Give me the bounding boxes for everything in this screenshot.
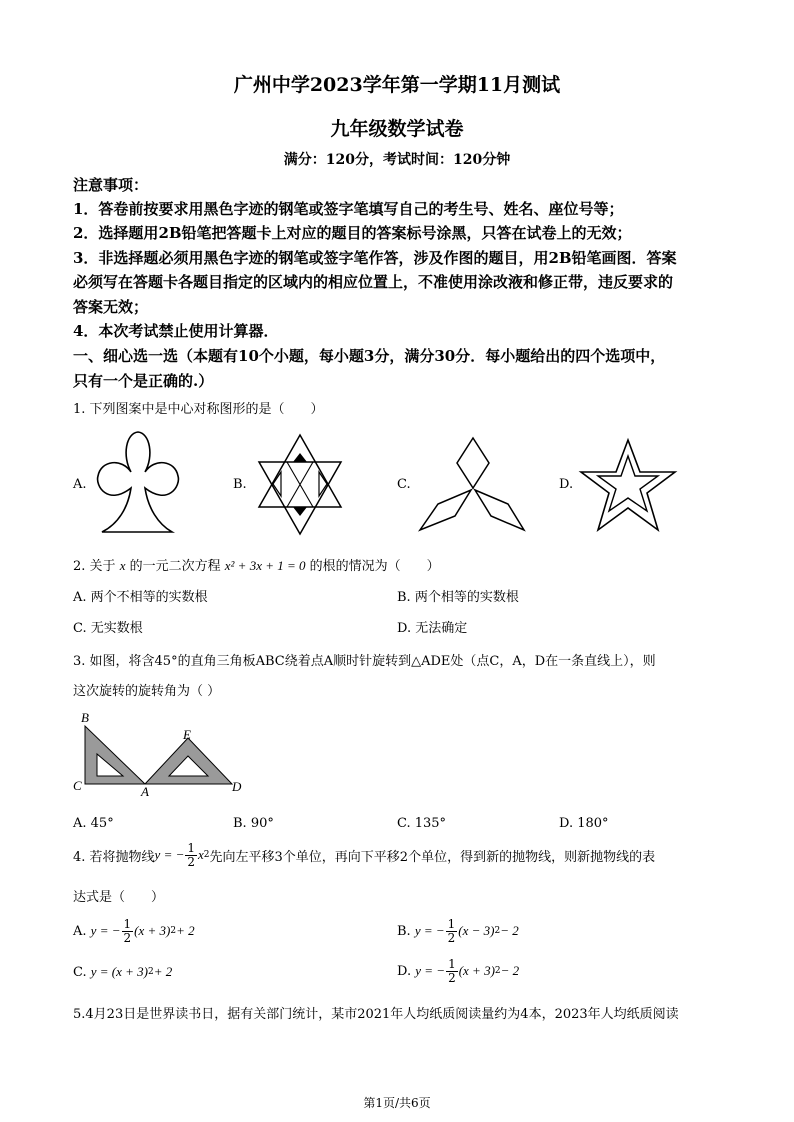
point-label-c: C: [73, 778, 82, 793]
q4-option-b-exponent: 2: [494, 926, 501, 937]
fraction-denominator: 2: [447, 930, 456, 945]
q3-option-a: A. 45°: [73, 816, 114, 831]
exam-subtitle: 九年级数学试卷: [330, 118, 464, 140]
q1-option-a: A.: [73, 477, 87, 492]
q5-stem-line1: 5.4月23日是世界读书日，据有关部门统计，某市2021年人均纸质阅读量约为4本，2023年人均纸质阅读: [73, 1007, 679, 1022]
note-3-line3: 答案无效；: [73, 298, 149, 316]
q2-variable: x: [119, 558, 126, 573]
q2-option-d: D. 无法确定: [397, 621, 468, 636]
q4-option-d-label: D.: [397, 963, 412, 979]
q4-stem-pre: 4. 若将抛物线: [73, 849, 155, 865]
section-1-line2: 只有一个是正确的.）: [73, 372, 214, 390]
q4-option-b-binomial: (x − 3): [458, 923, 495, 939]
note-3-line1: 3．非选择题必须用黑色字迹的钢笔或签字笔作答，涉及作图的题目，用2B铅笔画图．答案: [73, 249, 677, 267]
point-label-a: A: [141, 784, 149, 799]
point-label-e: E: [183, 727, 191, 742]
q2-option-a: A. 两个不相等的实数根: [73, 590, 208, 605]
q1-option-c: C.: [397, 477, 411, 492]
q4-stem-post: 先向左平移3个单位，再向下平移2个单位，得到新的抛物线，则新抛物线的表: [209, 849, 656, 865]
fraction-denominator: 2: [448, 970, 456, 985]
q4-option-c: [73, 964, 172, 980]
q4-option-a: [73, 918, 195, 944]
club-shape-icon: [90, 428, 185, 538]
fraction-numerator: 1: [123, 917, 132, 931]
fraction-numerator: 1: [187, 841, 196, 855]
note-4: 4．本次考试禁止使用计算器．: [73, 322, 279, 340]
q2-equation: x² + 3x + 1 = 0: [224, 558, 306, 573]
fraction-numerator: 1: [447, 917, 456, 931]
q1-stem: 1. 下列图案中是中心对称图形的是（ ）: [73, 402, 324, 417]
q4-option-d-prefix: y = −: [415, 963, 446, 979]
q4-option-a-binomial: (x + 3): [134, 923, 171, 939]
page-footer: 第1页/共6页: [363, 1096, 431, 1110]
q4-option-b-label: B.: [397, 923, 411, 939]
section-1-line1: 一、细心选一选（本题有10个小题，每小题3分，满分30分．每小题给出的四个选项中，: [73, 347, 666, 365]
q4-option-c-expression: y = (x + 3): [90, 964, 149, 979]
point-label-b: B: [81, 710, 89, 725]
note-3-line2: 必须写在答题卡各题目指定的区域内的相应位置上，不准使用涂改液和修正带，违反要求的: [73, 273, 674, 291]
q4-option-d-tail: − 2: [500, 963, 520, 979]
q4-fraction: [185, 842, 197, 868]
rotated-triangles-figure: [72, 708, 252, 803]
q4-exponent: 2: [203, 850, 210, 861]
star-of-david-icon: [253, 432, 348, 537]
q4-option-d-fraction: [446, 958, 458, 984]
note-1: 1．答卷前按要求用黑色字迹的钢笔或签字笔填写自己的考生号、姓名、座位号等；: [73, 200, 624, 218]
q1-option-d: D.: [559, 477, 574, 492]
q4-option-a-prefix: y = −: [90, 923, 121, 939]
q3-option-c: C. 135°: [397, 816, 447, 831]
q4-option-c-tail: + 2: [153, 964, 173, 979]
q2-stem-mid: 的一元二次方程: [129, 559, 221, 574]
q4-stem-line1: [73, 842, 655, 868]
q2-stem: [73, 555, 440, 574]
q4-option-a-exponent: 2: [170, 926, 177, 937]
q2-stem-pre: 2. 关于: [73, 559, 116, 574]
q4-y-eq: y = −: [154, 847, 185, 863]
q4-stem-line2: 达式是（ ）: [73, 890, 165, 905]
double-pentagram-icon: [578, 438, 678, 534]
q2-option-b: B. 两个相等的实数根: [397, 590, 519, 605]
q4-option-c-exponent: 2: [148, 967, 154, 977]
q3-stem-line1: 3. 如图，将含45°的直角三角板ABC绕着点A顺时针旋转到△ADE处（点C，A，D在一条直线上），则: [73, 654, 656, 669]
exam-meta: 满分：120分，考试时间：120分钟: [283, 152, 511, 168]
exam-title: 广州中学2023学年第一学期11月测试: [233, 74, 561, 96]
q4-option-b-fraction: [446, 918, 458, 944]
q4-option-a-tail: + 2: [176, 923, 195, 939]
fraction-numerator: 1: [448, 957, 456, 971]
q4-option-b: [397, 918, 519, 944]
fraction-denominator: 2: [123, 930, 132, 945]
q4-option-c-label: C.: [73, 964, 87, 980]
q4-option-a-label: A.: [73, 923, 87, 939]
note-2: 2．选择题用2B铅笔把答题卡上对应的题目的答案标号涂黑，只答在试卷上的无效；: [73, 224, 632, 242]
q3-option-b: B. 90°: [233, 816, 274, 831]
q4-option-d: [397, 958, 519, 984]
q3-stem-line2: 这次旋转的旋转角为（ ）: [73, 684, 221, 699]
notes-heading: 注意事项：: [73, 176, 149, 194]
q3-option-d: D. 180°: [559, 816, 609, 831]
fraction-denominator: 2: [187, 854, 196, 869]
point-label-d: D: [232, 779, 242, 794]
q4-option-b-tail: − 2: [500, 923, 519, 939]
q4-option-b-prefix: y = −: [414, 923, 445, 939]
q4-option-a-fraction: [122, 918, 134, 944]
q1-option-b: B.: [233, 477, 247, 492]
q4-x: x: [198, 847, 204, 863]
q2-stem-post: 的根的情况为（ ）: [309, 559, 440, 574]
q2-option-c: C. 无实数根: [73, 621, 143, 636]
q4-option-d-exponent: 2: [494, 966, 501, 977]
q4-option-d-binomial: (x + 3): [458, 963, 495, 979]
three-diamonds-icon: [418, 438, 528, 534]
